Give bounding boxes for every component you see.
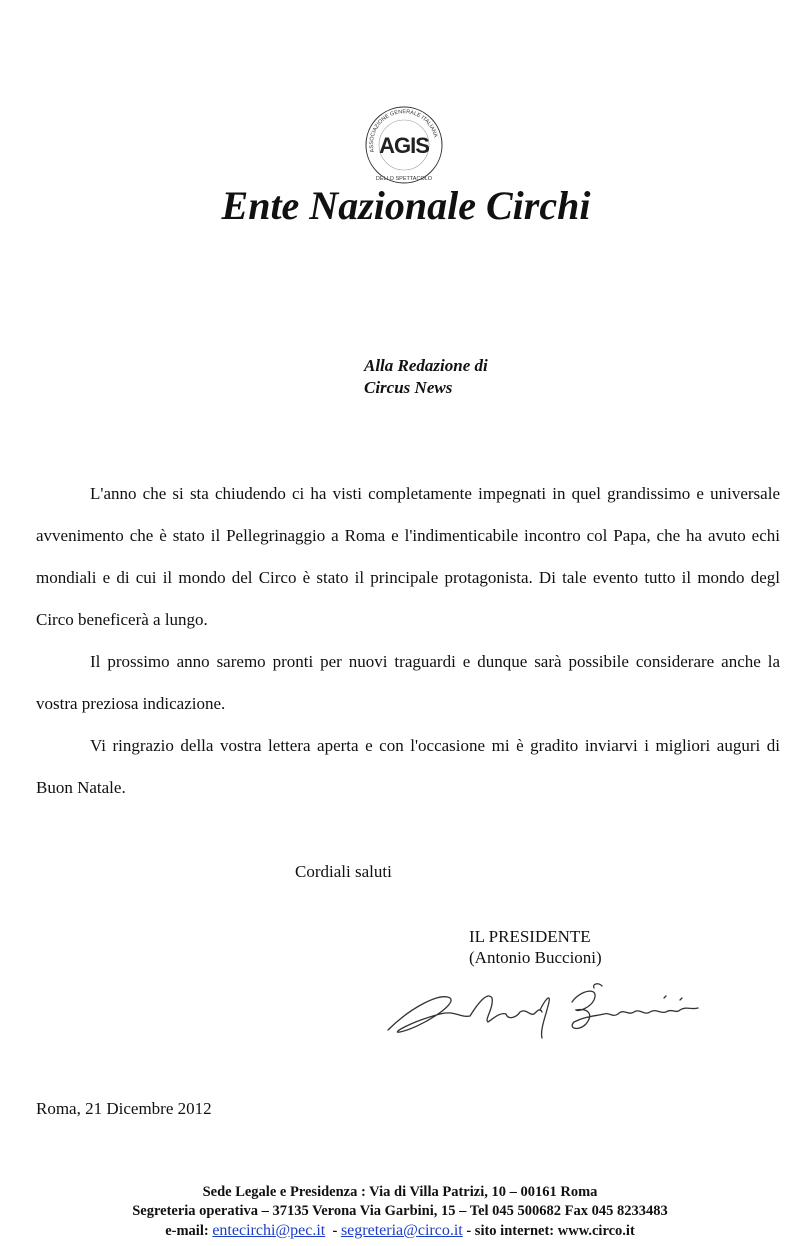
letter-body [36,473,780,809]
addressee-line: Circus News [364,378,453,397]
addressee [364,355,488,399]
signatory-title: IL PRESIDENTE [469,927,591,946]
website: - sito internet: www.circo.it [466,1223,635,1239]
footer-office: Segreteria operativa – 37135 Verona Via Garbini, 15 – Tel 045 500682 Fax 045 8233483 [132,1203,668,1219]
footer-contacts [0,1221,800,1241]
svg-text:AGIS: AGIS [379,133,429,158]
email-link-segreteria[interactable]: segreteria@circo.it [340,1222,463,1239]
agis-logo [350,102,458,188]
addressee-line: Alla Redazione di [364,356,488,375]
signature [380,978,725,1050]
email-link-pec[interactable]: entecirchi@pec.it [212,1222,326,1239]
footer-address: Sede Legale e Presidenza : Via di Villa Patrizi, 10 – 00161 Roma [202,1184,598,1200]
footer [0,1183,800,1241]
paragraph: Vi ringrazio della vostra lettera aperta e con l'occasione mi è gradito inviarvi i migliori auguri di Buon Natale. [36,736,780,797]
letter-date: Roma, 21 Dicembre 2012 [36,1099,212,1118]
email-label: e-mail: [165,1223,209,1239]
paragraph: Il prossimo anno saremo pronti per nuovi traguardi e dunque sarà possibile considerare anche la vostra preziosa indicazione. [36,652,780,713]
paragraph: L'anno che si sta chiudendo ci ha visti completamente impegnati in quel grandissimo e universale avvenimento che è stato il Pellegrinaggio a Roma e l'indimenticabile incontro col Papa, che ha avuto echi mondiali e di cui il mondo del Circo è stato il principale protagonista. Di tale evento tutto il mondo degl Circo beneficerà a lungo. [36,484,780,629]
svg-text:ASSOCIAZIONE GENERALE ITALIANA: ASSOCIAZIONE GENERALE ITALIANA [368,109,439,153]
closing: Cordiali saluti [295,862,392,881]
separator: - [332,1223,338,1239]
page-title: Ente Nazionale Circhi [221,183,591,228]
svg-text:DELLO SPETTACOLO: DELLO SPETTACOLO [375,176,433,182]
signatory-name: (Antonio Buccioni) [469,948,602,967]
signatory [469,926,602,968]
